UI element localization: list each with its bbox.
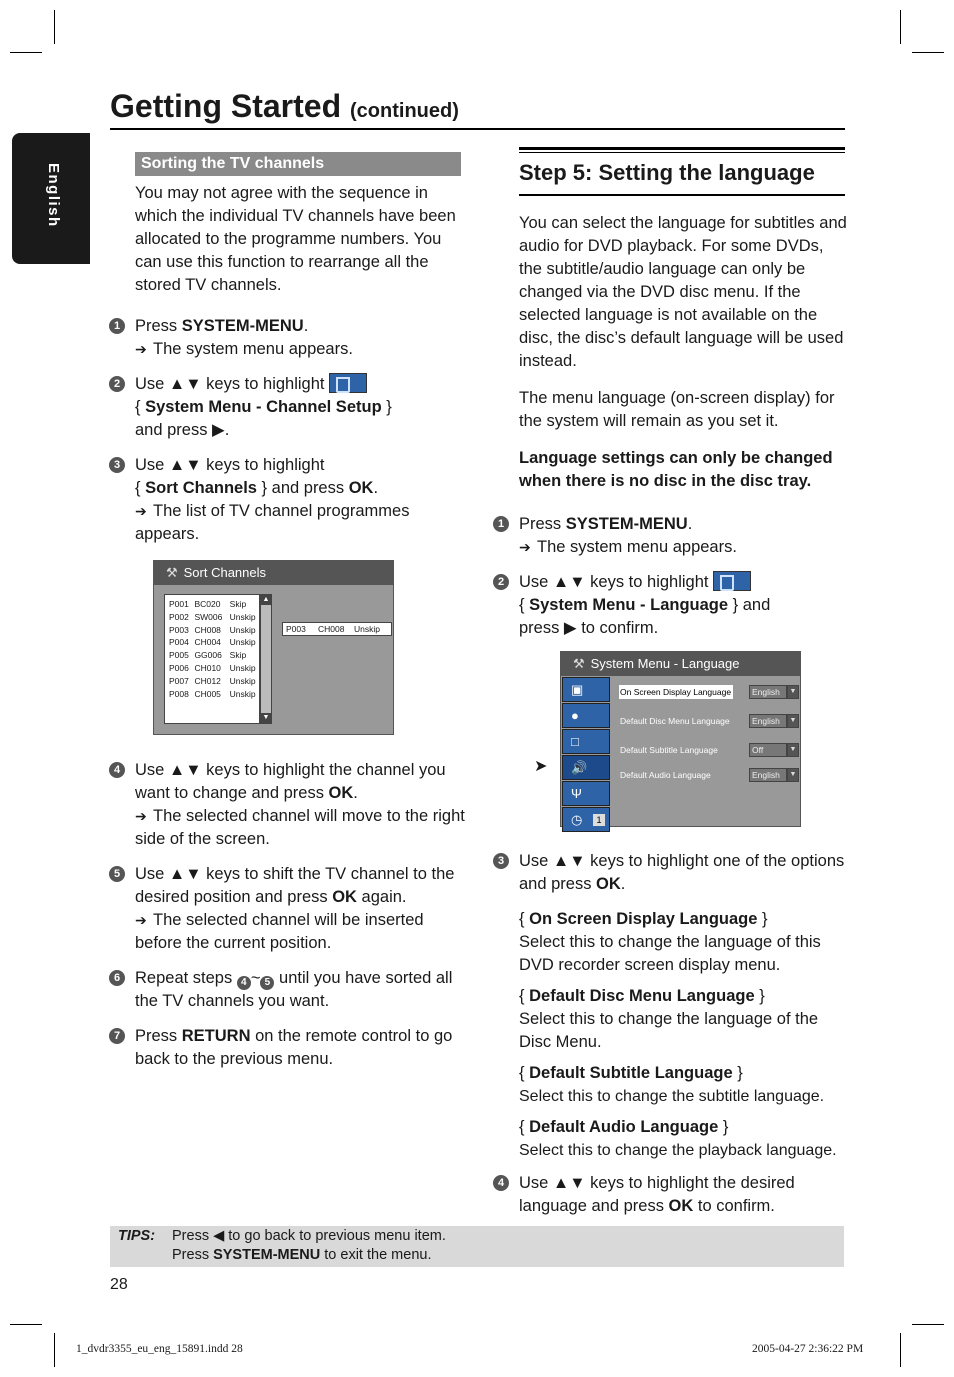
list-item[interactable]: P004 CH004 Unskip	[169, 637, 256, 648]
scroll-up-icon[interactable]: ▲	[262, 596, 270, 603]
crop-mark	[54, 10, 55, 44]
crop-mark	[10, 1324, 42, 1325]
antenna-icon[interactable]: Ψ	[562, 781, 610, 806]
footer-file: 1_dvdr3355_eu_eng_15891.indd 28	[76, 1343, 243, 1355]
scroll-down-icon[interactable]: ▼	[262, 714, 270, 721]
page-title: Getting Started (continued)	[110, 88, 459, 124]
step-item: 1 Press SYSTEM-MENU. ➔ The system menu appears.	[109, 315, 465, 361]
step-item: 5 Use ▲▼ keys to shift the TV channel to the desired position and press OK again. ➔ The selected channel will be inserted before the current position.	[109, 863, 465, 955]
right-steps-b	[493, 850, 849, 1230]
list-item[interactable]: P006 CH010 Unskip	[169, 662, 256, 673]
wrench-icon: ⚒	[573, 656, 585, 671]
tips-box: TIPS: Press ◀ to go back to previous menu item. Press SYSTEM-MENU to exit the menu.	[110, 1226, 844, 1267]
step-item: 2 Use ▲▼ keys to highlight { System Menu - Channel Setup } and press ▶.	[109, 373, 465, 442]
list-item[interactable]: P002 SW006 Unskip	[169, 611, 256, 622]
heading-underline	[519, 194, 845, 196]
crop-mark	[900, 10, 901, 44]
left-steps-a	[109, 315, 465, 558]
crop-mark	[10, 52, 42, 53]
section-heading: Step 5: Setting the language	[519, 160, 815, 185]
left-steps-b	[109, 759, 465, 1083]
footer-timestamp: 2005-04-27 2:36:22 PM	[752, 1343, 864, 1355]
language-menu-screen: ⚒ System Menu - Language ▣ ● □ 🔊 Ψ ◷ 1 On Screen Display Language English ▼ Default Disc Menu Language English ▼ Default Subtitle Language Off ▼ Default Audio Language English ▼	[560, 651, 801, 827]
chevron-down-icon: ▼	[787, 685, 799, 699]
step-item: 4 Use ▲▼ keys to highlight the channel you want to change and press OK. ➔ The selected channel will move to the right side of the screen.	[109, 759, 465, 851]
step-item: 2 Use ▲▼ keys to highlight { System Menu - Language } and press ▶ to confirm.	[493, 571, 849, 640]
step-item: 3 Use ▲▼ keys to highlight { Sort Channels } and press OK. ➔ The list of TV channel programmes appears.	[109, 454, 465, 546]
sort-channels-screen: ⚒ Sort Channels P001 BC020 Skip P002 SW006 Unskip P003 CH008 Unskip P004 CH004 Unskip P005 GG006 Skip P006 CH010 Unskip P007 CH012 Unskip P008 CH005 Unskip ▲ ▼ P003 CH008 Unskip	[153, 560, 394, 735]
option-item: { Default Audio Language } Select this to change the playback language.	[519, 1118, 837, 1159]
setting-row[interactable]: Default Audio Language English ▼	[619, 768, 799, 782]
badge: 1	[593, 814, 605, 826]
list-item[interactable]: P003 CH008 Unskip	[169, 624, 256, 635]
list-item[interactable]: P001 BC020 Skip	[169, 599, 247, 609]
section-heading: Sorting the TV channels	[135, 152, 461, 176]
crop-mark	[912, 1324, 944, 1325]
step-item: 1 Press SYSTEM-MENU. ➔ The system menu appears.	[493, 513, 849, 559]
step-item: 4 Use ▲▼ keys to highlight the desired language and press OK to confirm.	[493, 1172, 849, 1218]
crop-mark	[54, 1333, 55, 1367]
setting-row[interactable]: Default Subtitle Language Off ▼	[619, 743, 799, 757]
selected-channel: P003 CH008 Unskip	[282, 622, 392, 636]
chevron-down-icon: ▼	[787, 714, 799, 728]
list-item[interactable]: P007 CH012 Unskip	[169, 675, 256, 686]
language-icon	[713, 571, 751, 591]
pointer-icon: ➤	[534, 758, 548, 775]
tv-icon[interactable]: ▣	[562, 677, 610, 702]
option-item: { Default Disc Menu Language } Select this to change the language of the Disc Menu.	[519, 987, 819, 1051]
step-item: 7 Press RETURN on the remote control to go back to the previous menu.	[109, 1025, 465, 1071]
title-rule	[110, 128, 845, 130]
scrollbar[interactable]	[260, 594, 272, 724]
list-item[interactable]: P008 CH005 Unskip	[169, 688, 256, 699]
right-steps-a	[493, 513, 849, 652]
camera-icon[interactable]: □	[562, 729, 610, 754]
left-intro: You may not agree with the sequence in which the individual TV channels have been allocated to the programme numbers. You can use this function to rearrange all the stored TV channels.	[135, 184, 456, 294]
heading-rules	[519, 147, 845, 153]
setting-row[interactable]: Default Disc Menu Language English ▼	[619, 714, 799, 728]
menu-icon-strip	[561, 676, 611, 827]
channel-list[interactable]	[164, 594, 260, 724]
chevron-down-icon: ▼	[787, 768, 799, 782]
wrench-icon: ⚒	[166, 565, 178, 580]
right-intro: You can select the language for subtitles and audio for DVD playback. For some DVDs, the subtitle/audio language can only be changed via the DVD disc menu. If the selected language is not available on the disc, the disc’s default language will be used instead. The menu language (on-screen display) for the system will remain as you set it. Language settings can only be changed when there is no disc in the disc tray.	[519, 214, 847, 490]
chevron-down-icon: ▼	[787, 743, 799, 757]
crop-mark	[900, 1333, 901, 1367]
option-item: { Default Subtitle Language } Select this to change the subtitle language.	[519, 1064, 825, 1105]
step-item: 3 Use ▲▼ keys to highlight one of the options and press OK.	[493, 850, 849, 896]
language-icon[interactable]: 🔊	[562, 755, 610, 780]
setting-row[interactable]: On Screen Display Language English ▼	[619, 685, 799, 699]
clock-icon[interactable]: ◷ 1	[562, 807, 610, 832]
page-number: 28	[110, 1276, 128, 1293]
record-icon[interactable]: ●	[562, 703, 610, 728]
option-item: { On Screen Display Language } Select this to change the language of this DVD recorder screen display menu.	[519, 910, 821, 974]
channel-setup-icon	[329, 373, 367, 393]
list-item[interactable]: P005 GG006 Skip	[169, 650, 247, 661]
language-tab: English	[12, 133, 90, 264]
crop-mark	[912, 52, 944, 53]
step-item: 6 Repeat steps 4 ~ 5 until you have sorted all the TV channels you want.	[109, 967, 465, 1013]
